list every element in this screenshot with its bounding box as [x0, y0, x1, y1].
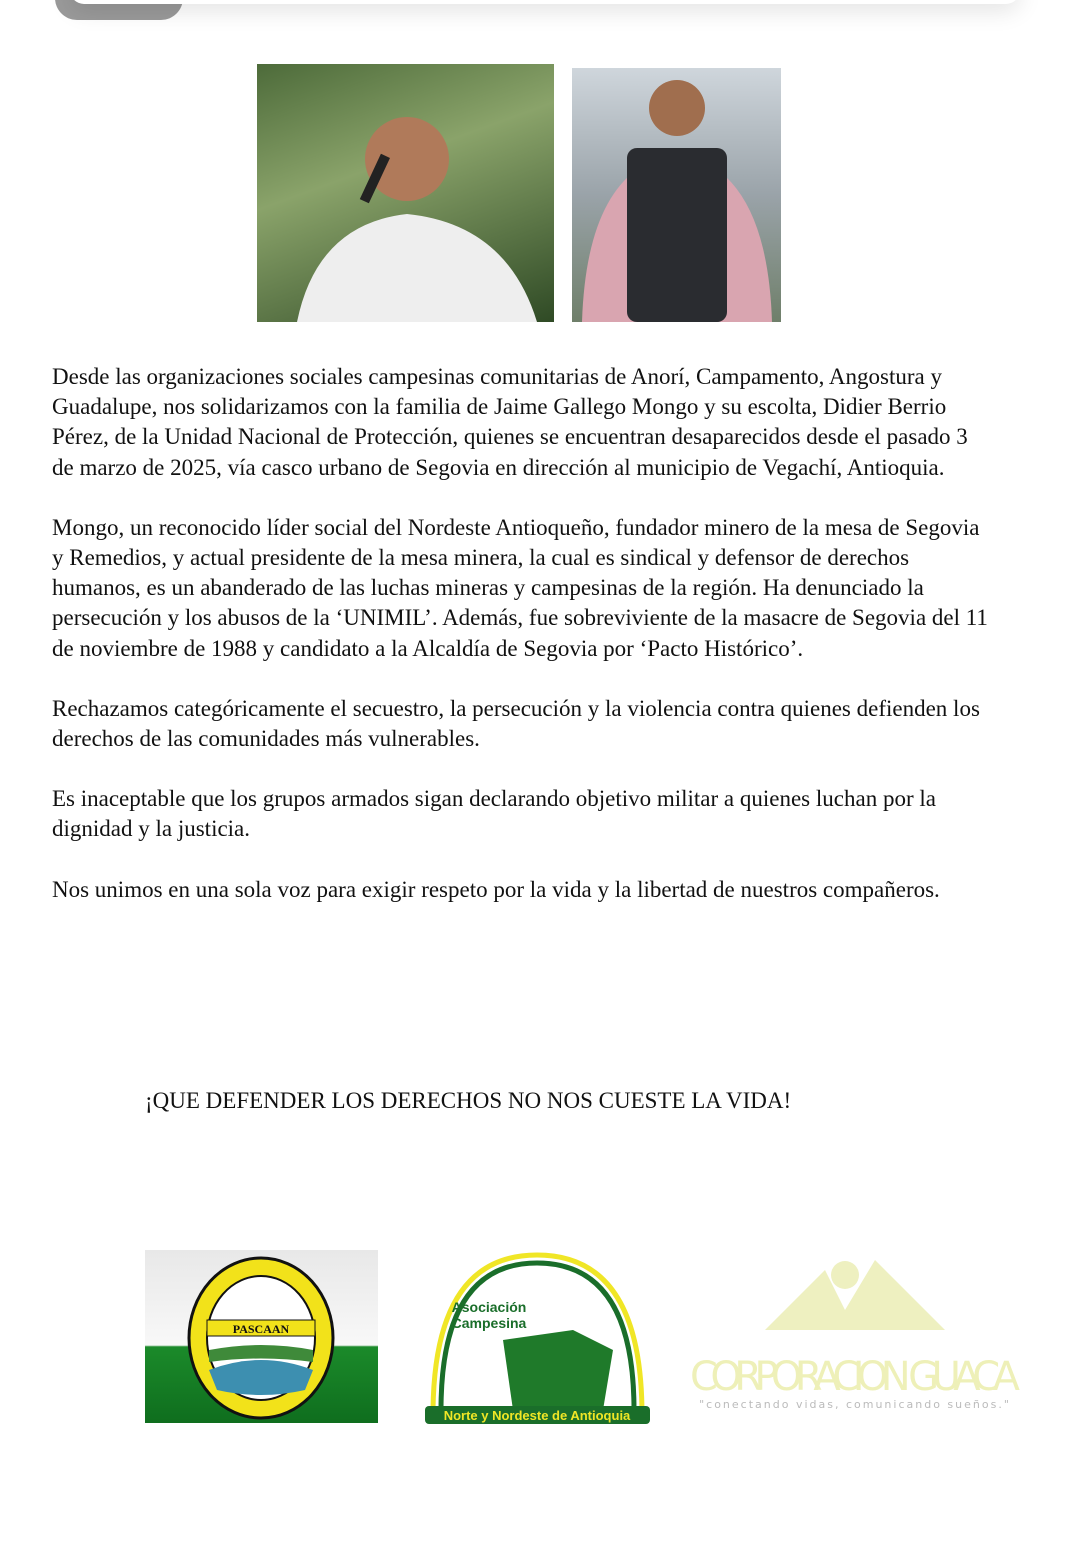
svg-text:PASCAAN: PASCAAN [232, 1322, 290, 1336]
paragraph: Desde las organizaciones sociales campesinas comunitarias de Anorí, Campamento, Angostura y Guadalupe, nos solidarizamos con la familia de Jaime Gallego Mongo y su escolta, Didier Berrio Pérez, de la Unidad Nacional de Protección, quienes se encuentran desaparecidos desde el pasado 3 de marzo de 2025, vía casco urbano de Segovia en dirección al municipio de Vegachí, Antioquia. [52, 364, 968, 480]
top-bar [70, 0, 1020, 4]
asociacion-campesina-logo [423, 1250, 652, 1425]
photo-jaime-gallego [257, 64, 554, 322]
pascaan-logo [145, 1250, 378, 1423]
person-speaking-image [257, 64, 554, 322]
svg-text:"conectando vidas, comunicando: "conectando vidas, comunicando sueños." [699, 1398, 1011, 1411]
corporacion-guaca-logo [685, 1220, 1025, 1415]
paragraph: Rechazamos categóricamente el secuestro, la persecución y la violencia contra quienes defienden los derechos de las comunidades más vulnerables. [52, 695, 980, 752]
statement-body [52, 362, 992, 935]
svg-text:Asociación: Asociación [451, 1299, 527, 1315]
svg-text:Norte y Nordeste de Antioquia: Norte y Nordeste de Antioquia [443, 1408, 631, 1423]
paragraph: Es inaceptable que los grupos armados sigan declarando objetivo militar a quienes luchan por la dignidad y la justicia. [52, 786, 936, 842]
paragraph: Mongo, un reconocido líder social del Nordeste Antioqueño, fundador minero de la mesa de Segovia y Remedios, y actual presidente de la mesa minera, la cual es sindical y defensor de derechos humanos, es un abanderado de las luchas mineras y campesinas de la región. Ha denunciado la persecución y los abusos de la ‘UNIMIL’. Además, fue sobreviviente de la masacre de Segovia del 11 de noviembre de 1988 y candidato a la Alcaldía de Segovia por ‘Pacto Histórico’. [52, 514, 988, 661]
photo-didier-berrio [572, 68, 781, 322]
slogan: ¡QUE DEFENDER LOS DERECHOS NO NOS CUESTE LA VIDA! [145, 1088, 792, 1113]
person-vest-image [572, 68, 781, 322]
svg-text:CORPORACION GUACA: CORPORACION GUACA [690, 1354, 1020, 1400]
svg-text:Campesina: Campesina [451, 1315, 527, 1331]
paragraph: Nos unimos en una sola voz para exigir respeto por la vida y la libertad de nuestros compañeros. [52, 876, 940, 902]
